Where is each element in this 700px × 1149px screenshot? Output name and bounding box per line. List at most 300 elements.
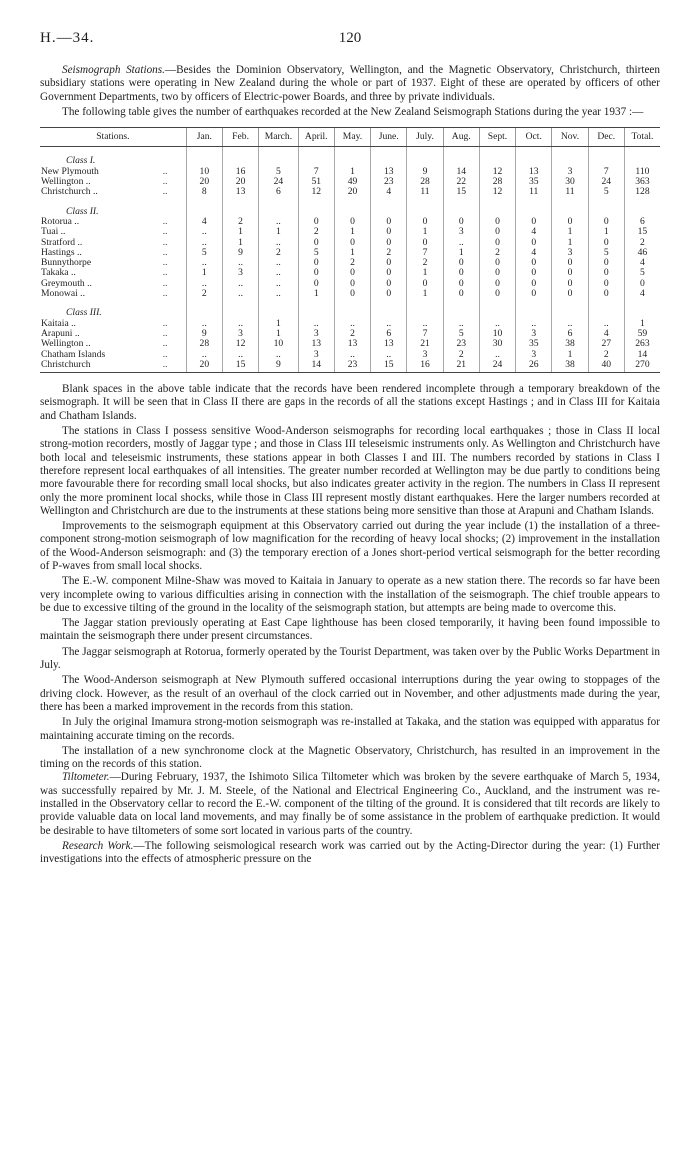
total-cell: 4 [624, 289, 660, 299]
leader-dots: .. [162, 327, 168, 339]
month-count-cell: .. [552, 319, 588, 329]
station-name: Wellington .. [41, 338, 91, 350]
month-count-cell: 0 [443, 279, 479, 289]
month-count-cell: 0 [516, 217, 552, 227]
empty-cell [407, 299, 443, 318]
month-count-cell: 5 [298, 248, 334, 258]
table-header-row [40, 128, 660, 147]
station-name: Stratford .. [41, 236, 83, 248]
total-cell: 263 [624, 339, 660, 349]
empty-cell [624, 198, 660, 217]
month-count-cell: 2 [407, 258, 443, 268]
month-count-cell: 0 [552, 279, 588, 289]
empty-cell [259, 198, 298, 217]
total-cell: 0 [624, 279, 660, 289]
station-name: Chatham Islands [41, 348, 106, 360]
empty-cell [259, 147, 298, 167]
month-count-cell: 5 [443, 329, 479, 339]
table-row [40, 360, 660, 373]
month-count-cell: 11 [407, 187, 443, 197]
month-count-cell: 20 [186, 177, 222, 187]
station-name: Monowai .. [41, 288, 85, 300]
month-count-cell: 20 [334, 187, 370, 197]
table-intro-paragraph: The following table gives the number of earthquakes recorded at the New Zealand Seismograph Stations during the year 1937 :— [62, 105, 644, 118]
month-count-cell: 3 [516, 350, 552, 360]
month-count-cell: 0 [371, 238, 407, 248]
total-cell: 6 [624, 217, 660, 227]
empty-cell [371, 198, 407, 217]
station-name: Rotorua .. [41, 215, 80, 227]
month-count-cell: 0 [552, 258, 588, 268]
month-count-cell: 0 [298, 238, 334, 248]
month-count-cell: 23 [443, 339, 479, 349]
leader-dots: .. [162, 360, 187, 373]
column-header: March. [259, 128, 298, 147]
month-count-cell: 3 [443, 227, 479, 237]
month-count-cell: 7 [588, 167, 624, 177]
month-count-cell: 0 [371, 227, 407, 237]
page-header [40, 30, 660, 64]
month-count-cell: 1 [222, 227, 258, 237]
month-count-cell: 0 [407, 217, 443, 227]
month-count-cell: 4 [516, 227, 552, 237]
station-name: Christchurch .. [41, 186, 98, 198]
body-paragraph: The Jaggar seismograph at Rotorua, formerly operated by the Tourist Department, was taken over by the Public Works Department in July. [40, 645, 660, 672]
station-name: Kaitaia .. [41, 317, 76, 329]
month-count-cell: 5 [588, 248, 624, 258]
intro-text: —Besides the Dominion Observatory, Wellington, and the Magnetic Observatory, Christchurch, thirteen subsidiary stations were operating in New Zealand during the whole or part of 1937. Eight of these are operated by officers of other Government Departments, two by officers of Electric-power Boards, and three by private individuals. [40, 64, 660, 103]
month-count-cell: 0 [479, 238, 515, 248]
month-count-cell: 28 [407, 177, 443, 187]
station-name: New Plymouth [41, 165, 99, 177]
month-count-cell: 2 [334, 329, 370, 339]
research-text: —The following seismological research work was carried out by the Acting-Director during the year: (1) Further investigations into the effects of atmospheric pressure on the [40, 839, 660, 866]
station-name: Arapuni .. [41, 327, 80, 339]
month-count-cell: .. [479, 350, 515, 360]
month-count-cell: 0 [443, 217, 479, 227]
month-count-cell: 12 [222, 339, 258, 349]
month-count-cell: .. [334, 350, 370, 360]
column-header: Jan. [186, 128, 222, 147]
total-cell: 15 [624, 227, 660, 237]
month-count-cell: 1 [552, 238, 588, 248]
month-count-cell: 6 [552, 329, 588, 339]
leader-dots: .. [162, 277, 168, 289]
empty-cell [186, 299, 222, 318]
empty-cell [479, 198, 515, 217]
month-count-cell: .. [186, 258, 222, 268]
empty-cell [186, 147, 222, 167]
document-reference: H.—34. [40, 30, 95, 46]
empty-cell [334, 299, 370, 318]
month-count-cell: 23 [371, 177, 407, 187]
research-paragraph [40, 840, 660, 867]
leader-dots: .. [162, 165, 168, 177]
leader-dots: .. [162, 348, 168, 360]
total-cell: 363 [624, 177, 660, 187]
month-count-cell: 1 [334, 167, 370, 177]
month-count-cell: 14 [443, 167, 479, 177]
month-count-cell: .. [259, 279, 298, 289]
month-count-cell: .. [443, 238, 479, 248]
month-count-cell: 0 [371, 268, 407, 278]
empty-cell [298, 299, 334, 318]
month-count-cell: 5 [259, 167, 298, 177]
body-paragraph: Blank spaces in the above table indicate that the records have been rendered incomplete through a temporary breakdown of the seismograph. It will be seen that in Class II there are gaps in the records of all the stations except Hastings ; and in Class III for Kaitaia and Chatham Islands. [40, 383, 660, 422]
total-cell: 4 [624, 258, 660, 268]
month-count-cell: 11 [552, 187, 588, 197]
month-count-cell: 2 [259, 248, 298, 258]
total-cell: 5 [624, 268, 660, 278]
month-count-cell: 1 [407, 268, 443, 278]
section-lead-seismograph-stations: Seismograph Stations. [62, 64, 165, 76]
month-count-cell: 16 [222, 167, 258, 177]
total-cell: 59 [624, 329, 660, 339]
month-count-cell: 7 [407, 329, 443, 339]
month-count-cell: 9 [186, 329, 222, 339]
month-count-cell: 0 [516, 289, 552, 299]
month-count-cell: .. [222, 279, 258, 289]
month-count-cell: 0 [588, 289, 624, 299]
month-count-cell: 16 [407, 360, 443, 373]
empty-cell [334, 147, 370, 167]
leader-dots: .. [162, 176, 168, 188]
month-count-cell: 2 [298, 227, 334, 237]
total-cell: 110 [624, 167, 660, 177]
tiltometer-paragraph [40, 771, 660, 837]
class-label: Class I. [66, 155, 96, 167]
month-count-cell: 12 [298, 187, 334, 197]
empty-cell [479, 299, 515, 318]
month-count-cell: 2 [334, 258, 370, 268]
month-count-cell: 1 [588, 227, 624, 237]
empty-cell [516, 198, 552, 217]
empty-cell [516, 299, 552, 318]
month-count-cell: 1 [552, 227, 588, 237]
leader-dots: .. [162, 267, 168, 279]
class-row [40, 147, 660, 167]
month-count-cell: 0 [371, 289, 407, 299]
month-count-cell: 1 [298, 289, 334, 299]
body-paragraph: In July the original Imamura strong-motion seismograph was re-installed at Takaka, and the station was equipped with apparatus for maintaining accurate timing on the records. [40, 716, 660, 742]
month-count-cell: 10 [479, 329, 515, 339]
month-count-cell: 21 [407, 339, 443, 349]
station-name: Greymouth .. [41, 277, 92, 289]
month-count-cell: .. [259, 268, 298, 278]
month-count-cell: .. [186, 350, 222, 360]
month-count-cell: 0 [371, 217, 407, 227]
total-cell: 270 [624, 360, 660, 373]
month-count-cell: 3 [407, 350, 443, 360]
month-count-cell: 0 [552, 289, 588, 299]
month-count-cell: 15 [371, 360, 407, 373]
month-count-cell: 24 [259, 177, 298, 187]
month-count-cell: 38 [552, 339, 588, 349]
month-count-cell: .. [222, 258, 258, 268]
month-count-cell: 51 [298, 177, 334, 187]
month-count-cell: 1 [259, 329, 298, 339]
table-row [40, 339, 660, 349]
month-count-cell: 3 [222, 329, 258, 339]
column-header: Feb. [222, 128, 258, 147]
class-label: Class III. [66, 307, 102, 319]
month-count-cell: 1 [407, 289, 443, 299]
column-header: May. [334, 128, 370, 147]
month-count-cell: 1 [552, 350, 588, 360]
empty-cell [222, 147, 258, 167]
month-count-cell: .. [259, 289, 298, 299]
month-count-cell: 10 [259, 339, 298, 349]
month-count-cell: 0 [443, 268, 479, 278]
empty-cell [298, 147, 334, 167]
station-name: Christchurch [40, 360, 162, 373]
column-header: Sept. [479, 128, 515, 147]
column-header: Nov. [552, 128, 588, 147]
body-paragraph: The installation of a new synchronome clock at the Magnetic Observatory, Christchurch, has resulted in an improvement in the timing on the records of this station. [40, 744, 660, 771]
month-count-cell: 49 [334, 177, 370, 187]
month-count-cell: 3 [552, 167, 588, 177]
class-row [40, 299, 660, 318]
month-count-cell: 0 [298, 279, 334, 289]
month-count-cell: 0 [588, 217, 624, 227]
month-count-cell: 21 [443, 360, 479, 373]
body-paragraph: The E.-W. component Milne-Shaw was moved to Kaitaia in January to operate as a new station there. The records so far have been very incomplete owing to various difficulties arising in connection with the installation of the seismograph. The chief trouble appears to be due to excessive tilting of the ground in the locality of the seismograph station, but attempts are being made to overcome this. [40, 575, 660, 614]
month-count-cell: 6 [371, 329, 407, 339]
month-count-cell: 0 [588, 279, 624, 289]
month-count-cell: 0 [588, 238, 624, 248]
month-count-cell: 4 [516, 248, 552, 258]
total-cell: 128 [624, 187, 660, 197]
month-count-cell: .. [443, 319, 479, 329]
month-count-cell: .. [222, 289, 258, 299]
month-count-cell: 0 [552, 217, 588, 227]
month-count-cell: 3 [222, 268, 258, 278]
month-count-cell: 0 [516, 238, 552, 248]
month-count-cell: 7 [298, 167, 334, 177]
month-count-cell: 35 [516, 339, 552, 349]
empty-cell [371, 299, 407, 318]
month-count-cell: 0 [334, 279, 370, 289]
month-count-cell: 0 [371, 258, 407, 268]
empty-cell [222, 299, 258, 318]
month-count-cell: 30 [552, 177, 588, 187]
tiltometer-text: —During February, 1937, the Ishimoto Silica Tiltometer which was broken by the severe earthquake of March 5, 1934, was successfully repaired by Mr. J. M. Steele, of the National and Electrical Engineering Co., Auckland, and the instrument was re-installed in the Observatory cellar to record the E.-W. component of the tilting of the ground. It is considered that tilt records are likely to provide valuable data on local land movements, and may finally be of some assistance in the problem of earthquake prediction. It would be desirable to have tiltometers of some sort located in various parts of the country. [40, 771, 660, 837]
total-cell: 14 [624, 350, 660, 360]
month-count-cell: 13 [516, 167, 552, 177]
empty-cell [479, 147, 515, 167]
table-row [40, 289, 660, 299]
month-count-cell: 9 [222, 248, 258, 258]
empty-cell [443, 299, 479, 318]
month-count-cell: 1 [443, 248, 479, 258]
empty-cell [407, 198, 443, 217]
column-header: Oct. [516, 128, 552, 147]
column-header: Stations. [40, 128, 186, 147]
table-row [40, 187, 660, 197]
empty-cell [552, 198, 588, 217]
month-count-cell: 7 [407, 248, 443, 258]
class-row [40, 198, 660, 217]
month-count-cell: 27 [588, 339, 624, 349]
month-count-cell: 0 [516, 279, 552, 289]
empty-cell [516, 147, 552, 167]
month-count-cell: 1 [259, 319, 298, 329]
month-count-cell: .. [371, 319, 407, 329]
month-count-cell: 22 [443, 177, 479, 187]
month-count-cell: 0 [407, 238, 443, 248]
station-name: Tuai .. [41, 226, 66, 238]
month-count-cell: 13 [371, 339, 407, 349]
page-number: 120 [338, 30, 362, 46]
leader-dots: .. [162, 186, 168, 198]
month-count-cell: 0 [516, 258, 552, 268]
total-cell: 1 [624, 319, 660, 329]
month-count-cell: 0 [443, 258, 479, 268]
empty-cell [588, 198, 624, 217]
column-header: June. [371, 128, 407, 147]
month-count-cell: 4 [186, 217, 222, 227]
leader-dots: .. [162, 236, 168, 248]
empty-cell [588, 299, 624, 318]
month-count-cell: 1 [334, 248, 370, 258]
month-count-cell: .. [186, 227, 222, 237]
month-count-cell: 0 [588, 258, 624, 268]
month-count-cell: 6 [259, 187, 298, 197]
month-count-cell: .. [259, 238, 298, 248]
month-count-cell: 35 [516, 177, 552, 187]
body-paragraph: Improvements to the seismograph equipment at this Observatory carried out during the year include (1) the installation of a three-component strong-motion seismograph of low magnification for the recording of heavy local shocks; (2) improvement in the installation of the Wood-Anderson seismograph: and (3) the temporary erection of a Jones short-period vertical seismograph for the better recording of P-waves from small local shocks. [40, 520, 660, 572]
station-name: Bunnythorpe [41, 257, 92, 269]
leader-dots: .. [162, 317, 168, 329]
month-count-cell: 4 [588, 329, 624, 339]
station-name: Wellington .. [41, 176, 91, 188]
intro-paragraph [40, 64, 660, 104]
month-count-cell: 0 [298, 268, 334, 278]
leader-dots: .. [162, 257, 168, 269]
month-count-cell: .. [186, 279, 222, 289]
station-name: Takaka .. [41, 267, 76, 279]
month-count-cell: 40 [588, 360, 624, 373]
body-paragraph: The Jaggar station previously operating at East Cape lighthouse has been closed temporarily, it having been found impossible to maintain the seismograph there under present circumstances. [40, 617, 660, 643]
empty-cell [624, 299, 660, 318]
month-count-cell: .. [259, 258, 298, 268]
month-count-cell: 0 [298, 217, 334, 227]
month-count-cell: 24 [479, 360, 515, 373]
month-count-cell: 13 [222, 187, 258, 197]
month-count-cell: 4 [371, 187, 407, 197]
month-count-cell: 14 [298, 360, 334, 373]
month-count-cell: .. [259, 217, 298, 227]
total-cell: 2 [624, 238, 660, 248]
leader-dots: .. [162, 338, 168, 350]
class-label: Class II. [66, 205, 99, 217]
month-count-cell: 20 [186, 360, 222, 373]
column-header: Total. [624, 128, 660, 147]
month-count-cell: 11 [516, 187, 552, 197]
month-count-cell: 15 [222, 360, 258, 373]
month-count-cell: 0 [334, 289, 370, 299]
empty-cell [443, 198, 479, 217]
month-count-cell: 0 [479, 227, 515, 237]
month-count-cell: 20 [222, 177, 258, 187]
leader-dots: .. [162, 215, 168, 227]
leader-dots: .. [162, 246, 168, 258]
month-count-cell: 28 [479, 177, 515, 187]
month-count-cell: 38 [552, 360, 588, 373]
month-count-cell: 2 [371, 248, 407, 258]
month-count-cell: 3 [298, 350, 334, 360]
column-header: Aug. [443, 128, 479, 147]
month-count-cell: 0 [588, 268, 624, 278]
month-count-cell: 3 [552, 248, 588, 258]
month-count-cell: 15 [443, 187, 479, 197]
month-count-cell: 2 [186, 289, 222, 299]
body-paragraph: The Wood-Anderson seismograph at New Plymouth suffered occasional interruptions during the year owing to stoppages of the driving clock. However, as the result of an overhaul of the clock carried out in November, and other adjustments made during the year, there has been a marked improvement in the records from this station. [40, 674, 660, 713]
empty-cell [186, 198, 222, 217]
month-count-cell: 24 [588, 177, 624, 187]
empty-cell [222, 198, 258, 217]
empty-cell [259, 299, 298, 318]
column-header: Dec. [588, 128, 624, 147]
empty-cell [298, 198, 334, 217]
month-count-cell: 0 [334, 268, 370, 278]
month-count-cell: .. [407, 319, 443, 329]
section-lead-tiltometer: Tiltometer. [62, 771, 110, 784]
month-count-cell: 8 [186, 187, 222, 197]
empty-cell [552, 147, 588, 167]
month-count-cell: 0 [479, 279, 515, 289]
month-count-cell: .. [516, 319, 552, 329]
total-cell: 46 [624, 248, 660, 258]
month-count-cell: 1 [334, 227, 370, 237]
month-count-cell: 2 [588, 350, 624, 360]
month-count-cell: 1 [259, 227, 298, 237]
leader-dots: .. [162, 288, 168, 300]
month-count-cell: .. [186, 319, 222, 329]
month-count-cell: 2 [479, 248, 515, 258]
empty-cell [334, 198, 370, 217]
month-count-cell: 9 [259, 360, 298, 373]
month-count-cell: 13 [334, 339, 370, 349]
month-count-cell: 0 [407, 279, 443, 289]
station-name: Hastings .. [41, 246, 82, 258]
month-count-cell: .. [588, 319, 624, 329]
month-count-cell: 0 [371, 279, 407, 289]
month-count-cell: 30 [479, 339, 515, 349]
month-count-cell: 3 [298, 329, 334, 339]
month-count-cell: 23 [334, 360, 370, 373]
month-count-cell: 0 [334, 217, 370, 227]
month-count-cell: 0 [334, 238, 370, 248]
month-count-cell: 5 [186, 248, 222, 258]
month-count-cell: 26 [516, 360, 552, 373]
month-count-cell: 1 [186, 268, 222, 278]
month-count-cell: 0 [479, 289, 515, 299]
month-count-cell: 13 [298, 339, 334, 349]
month-count-cell: .. [186, 238, 222, 248]
empty-cell [588, 147, 624, 167]
month-count-cell: 0 [443, 289, 479, 299]
empty-cell [371, 147, 407, 167]
month-count-cell: 0 [552, 268, 588, 278]
month-count-cell: .. [371, 350, 407, 360]
month-count-cell: 5 [588, 187, 624, 197]
month-count-cell: 1 [222, 238, 258, 248]
month-count-cell: 0 [298, 258, 334, 268]
empty-cell [552, 299, 588, 318]
month-count-cell: .. [298, 319, 334, 329]
month-count-cell: 2 [222, 217, 258, 227]
